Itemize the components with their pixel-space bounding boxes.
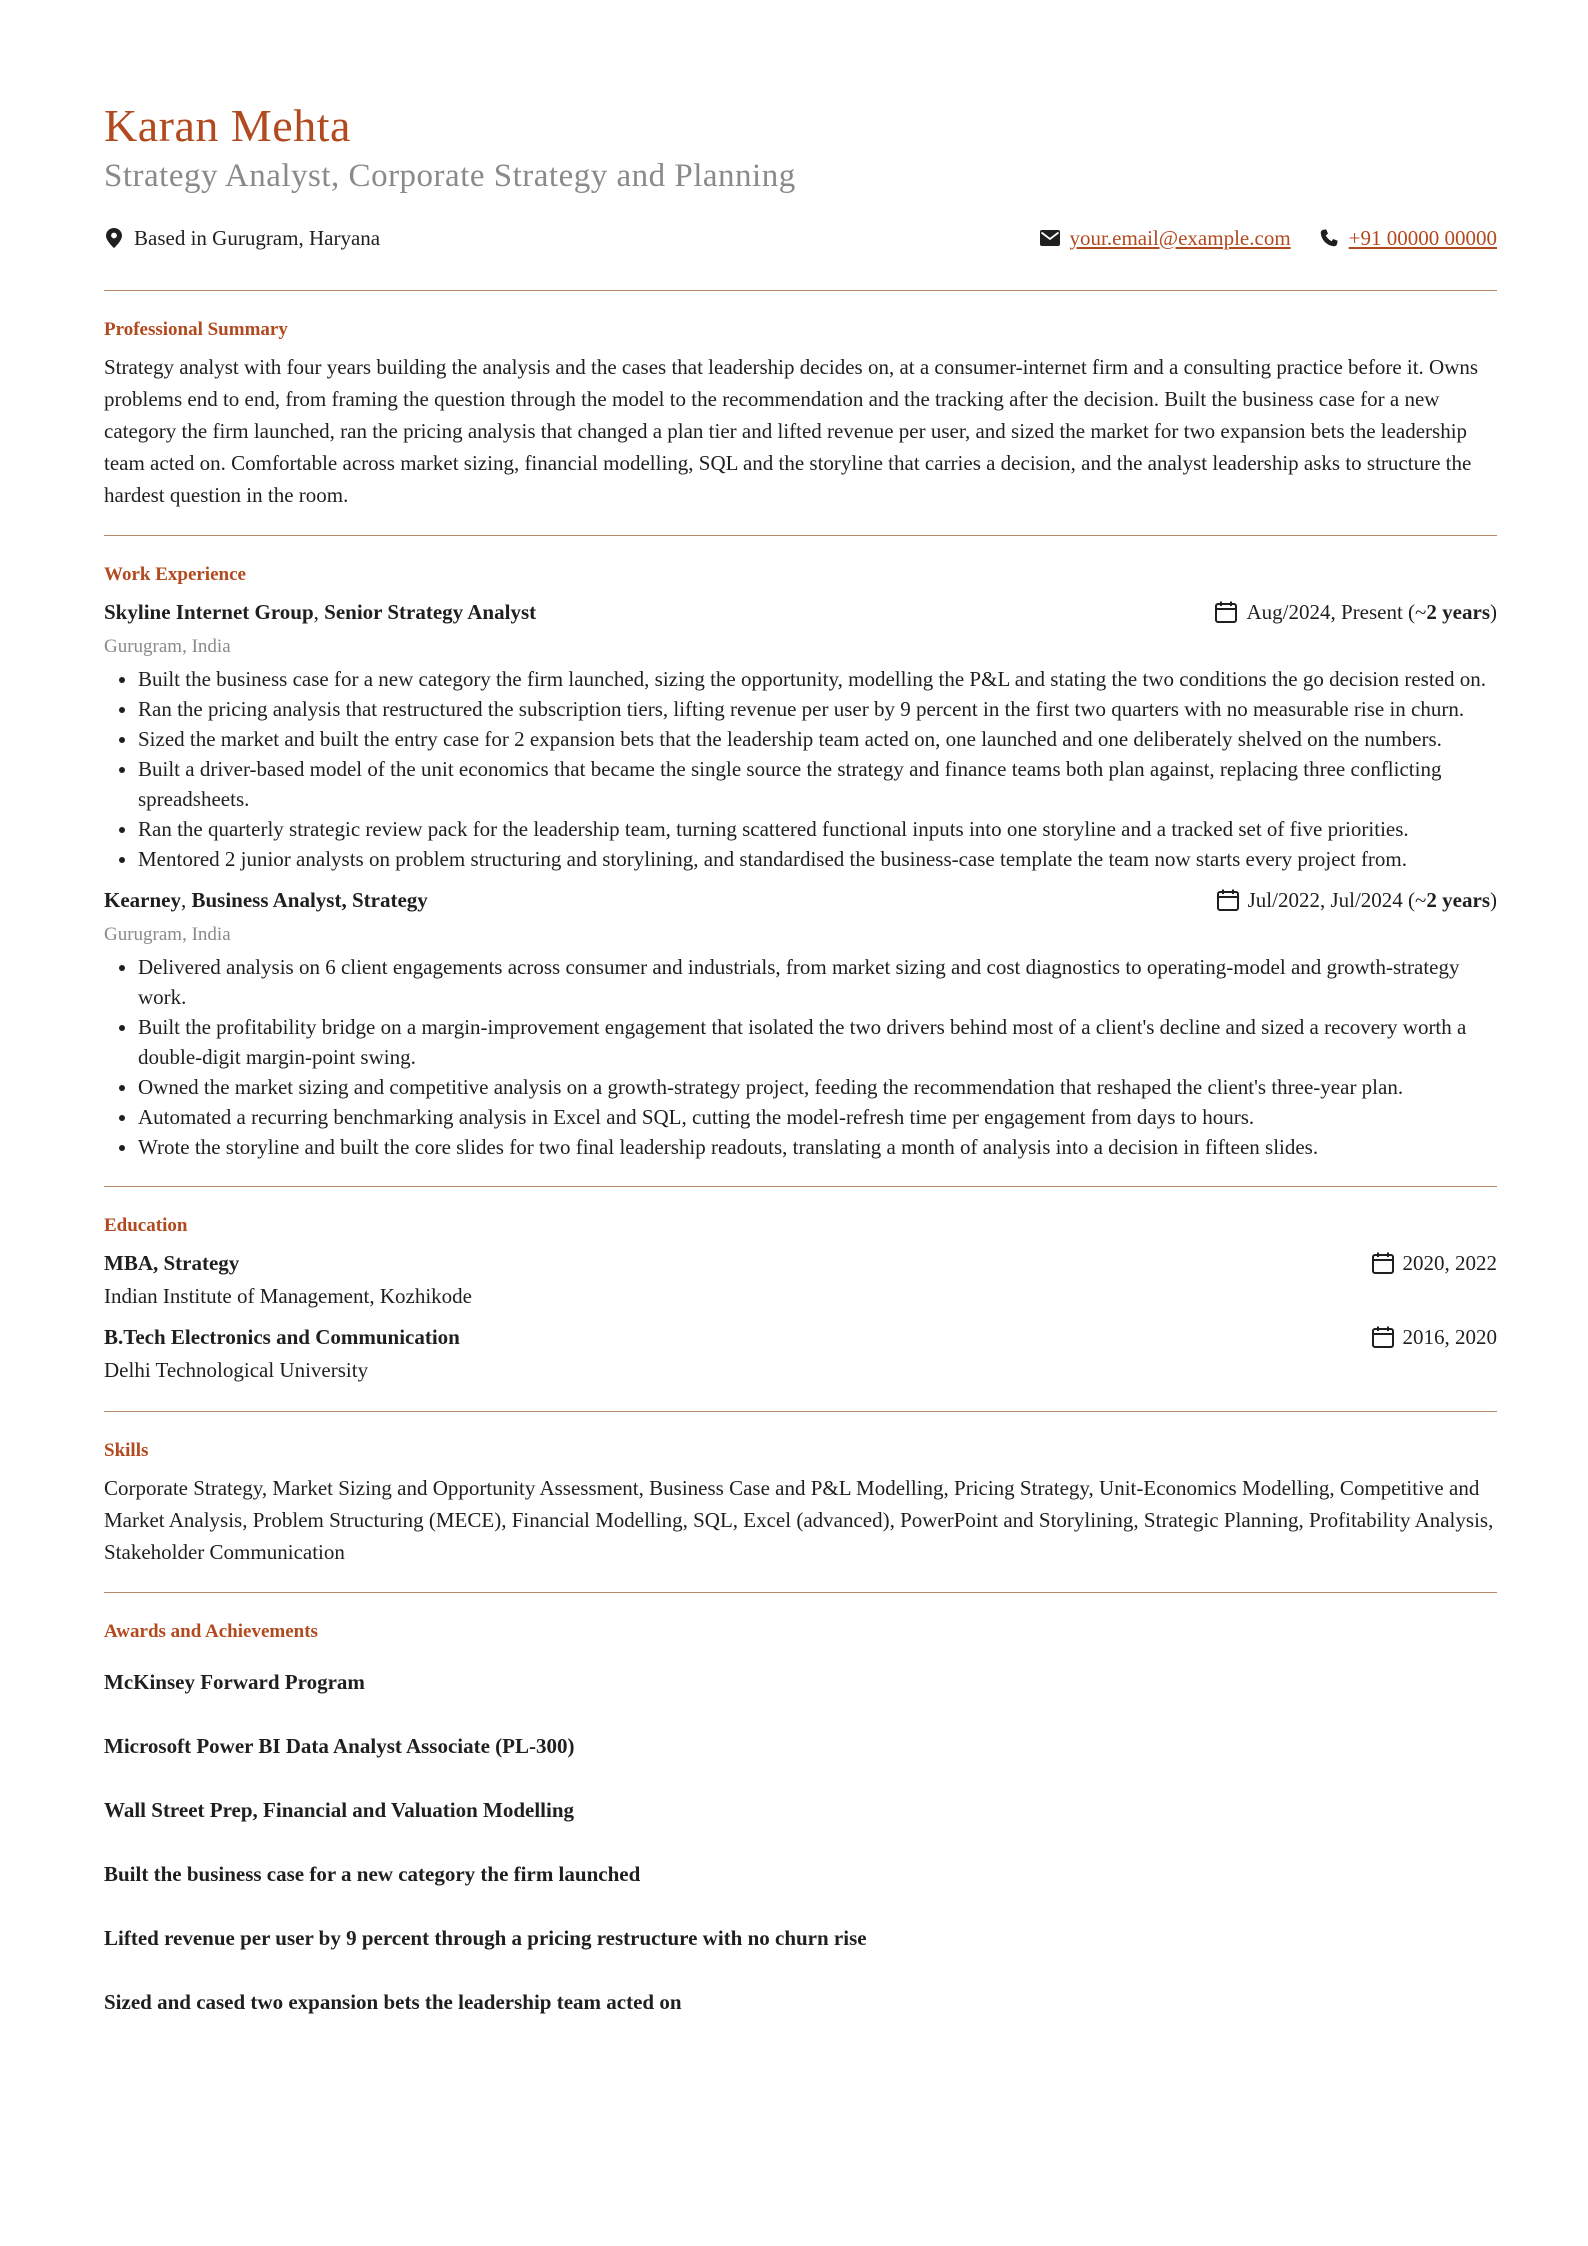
award-item: Sized and cased two expansion bets the leadership team acted on: [104, 1990, 682, 2014]
list-item: • Owned the market sizing and competitive analysis on a growth-strategy project, feeding the recommendation that reshaped the client's three-year plan.: [138, 1072, 1497, 1102]
contact-row: [104, 220, 1497, 256]
calendar-icon: [1371, 1325, 1395, 1349]
education-dates: [1371, 1321, 1498, 1353]
school-name: Indian Institute of Management, Kozhikode: [104, 1284, 472, 1308]
calendar-icon: [1371, 1251, 1395, 1275]
list-item: • Built the profitability bridge on a margin-improvement engagement that isolated the two drivers behind most of a client's decline and sized a recovery worth a double-digit margin-point swing.: [138, 1012, 1497, 1072]
education-date-range: 2020, 2022: [1402, 1251, 1497, 1275]
job-header: [104, 884, 1497, 916]
job-entry: [104, 596, 1497, 874]
calendar-icon: [1216, 888, 1240, 912]
award-item: Wall Street Prep, Financial and Valuation Modelling: [104, 1798, 575, 1822]
experience-heading: Work Experience: [104, 564, 246, 585]
job-separator: ,: [180, 888, 192, 912]
list-item: • Built the business case for a new category the firm launched, sizing the opportunity, modelling the P&L and stating the two conditions the go decision rested on.: [138, 664, 1497, 694]
degree-title: B.Tech Electronics and Communication: [104, 1325, 460, 1349]
phone-item: [1319, 226, 1497, 251]
job-bullets: [104, 664, 1497, 874]
list-item: • Automated a recurring benchmarking analysis in Excel and SQL, cutting the model-refresh time per engagement from days to hours.: [138, 1102, 1497, 1132]
contact-links: [1012, 226, 1497, 251]
job-role: Senior Strategy Analyst: [324, 600, 537, 624]
job-date-close: ): [1490, 600, 1497, 624]
location-item: [104, 226, 380, 251]
job-company: Skyline Internet Group: [104, 600, 314, 624]
job-duration: 2 years: [1426, 600, 1490, 624]
list-item: • Ran the pricing analysis that restructured the subscription tiers, lifting revenue per user by 9 percent in the first two quarters with no measurable rise in churn.: [138, 694, 1497, 724]
skills-section: [104, 1412, 1497, 1592]
job-entry: [104, 884, 1497, 1162]
candidate-name: Karan Mehta: [104, 100, 351, 151]
school-name: Delhi Technological University: [104, 1358, 369, 1382]
summary-heading: Professional Summary: [104, 319, 288, 340]
list-item: • Mentored 2 junior analysts on problem structuring and storylining, and standardised the business-case template the team now starts every project from.: [138, 844, 1497, 874]
job-duration: 2 years: [1426, 888, 1490, 912]
experience-section: [104, 536, 1497, 1186]
job-date-range: Jul/2022, Jul/2024 (~: [1247, 888, 1427, 912]
education-entry: [104, 1247, 1497, 1313]
calendar-icon: [1214, 600, 1238, 624]
education-date-range: 2016, 2020: [1402, 1325, 1497, 1349]
education-heading: Education: [104, 1215, 188, 1236]
job-location: Gurugram, India: [104, 924, 231, 945]
summary-section: [104, 291, 1497, 535]
list-item: • Sized the market and built the entry case for 2 expansion bets that the leadership team acted on, one launched and one deliberately shelved on the numbers.: [138, 724, 1497, 754]
job-location: Gurugram, India: [104, 636, 231, 657]
education-entry: [104, 1321, 1497, 1387]
job-dates: [1214, 596, 1497, 628]
skills-heading: Skills: [104, 1440, 149, 1461]
job-dates: [1216, 884, 1497, 916]
education-dates: [1371, 1247, 1498, 1279]
job-separator: ,: [313, 600, 325, 624]
job-bullets: [104, 952, 1497, 1162]
job-date-close: ): [1490, 888, 1497, 912]
award-item: McKinsey Forward Program: [104, 1670, 365, 1694]
awards-heading: Awards and Achievements: [104, 1621, 318, 1642]
degree-title: MBA, Strategy: [104, 1251, 240, 1275]
resume-page: [104, 96, 1497, 2075]
award-item: Built the business case for a new category the firm launched: [104, 1862, 641, 1886]
email-item: [1040, 226, 1291, 251]
job-role: Business Analyst, Strategy: [191, 888, 428, 912]
education-section: [104, 1187, 1497, 1411]
summary-text: Strategy analyst with four years building the analysis and the cases that leadership decides on, at a consumer-internet firm and a consulting practice before it. Owns problems end to end, from framing the question through the model to the recommendation and the tracking after the decision. Built the business case for a new category the firm launched, ran the pricing analysis that changed a plan tier and lifted revenue per user, and sized the market for two expansion bets the leadership team acted on. Comfortable across market sizing, financial modelling, SQL and the storyline that carries a decision, and the analyst leadership asks to structure the hardest question in the room.: [104, 355, 1479, 507]
map-pin-icon: [104, 228, 124, 248]
list-item: • Ran the quarterly strategic review pack for the leadership team, turning scattered functional inputs into one storyline and a tracked set of five priorities.: [138, 814, 1497, 844]
job-company: Kearney: [104, 888, 181, 912]
location-text: Based in Gurugram, Haryana: [134, 225, 381, 250]
email-link[interactable]: your.email@example.com: [1069, 225, 1291, 250]
list-item: • Wrote the storyline and built the core slides for two final leadership readouts, translating a month of analysis into a decision in fifteen slides.: [138, 1132, 1497, 1162]
list-item: • Delivered analysis on 6 client engagements across consumer and industrials, from market sizing and cost diagnostics to operating-model and growth-strategy work.: [138, 952, 1497, 1012]
skills-text: Corporate Strategy, Market Sizing and Opportunity Assessment, Business Case and P&L Modelling, Pricing Strategy, Unit-Economics Modelling, Competitive and Market Analysis, Problem Structuring (MECE), Financial Modelling, SQL, Excel (advanced), PowerPoint and Storylining, Strategic Planning, Profitability Analysis, Stakeholder Communication: [104, 1476, 1494, 1564]
award-item: Lifted revenue per user by 9 percent through a pricing restructure with no churn rise: [104, 1926, 867, 1950]
candidate-title: Strategy Analyst, Corporate Strategy and Planning: [104, 158, 796, 194]
phone-icon: [1319, 228, 1339, 248]
award-item: Microsoft Power BI Data Analyst Associate (PL-300): [104, 1734, 575, 1758]
job-date-range: Aug/2024, Present (~: [1246, 600, 1427, 624]
envelope-icon: [1040, 228, 1060, 248]
awards-section: [104, 1593, 1497, 2075]
phone-link[interactable]: +91 00000 00000: [1348, 225, 1497, 250]
job-header: [104, 596, 1497, 628]
list-item: • Built a driver-based model of the unit economics that became the single source the strategy and finance teams both plan against, replacing three conflicting spreadsheets.: [138, 754, 1497, 814]
